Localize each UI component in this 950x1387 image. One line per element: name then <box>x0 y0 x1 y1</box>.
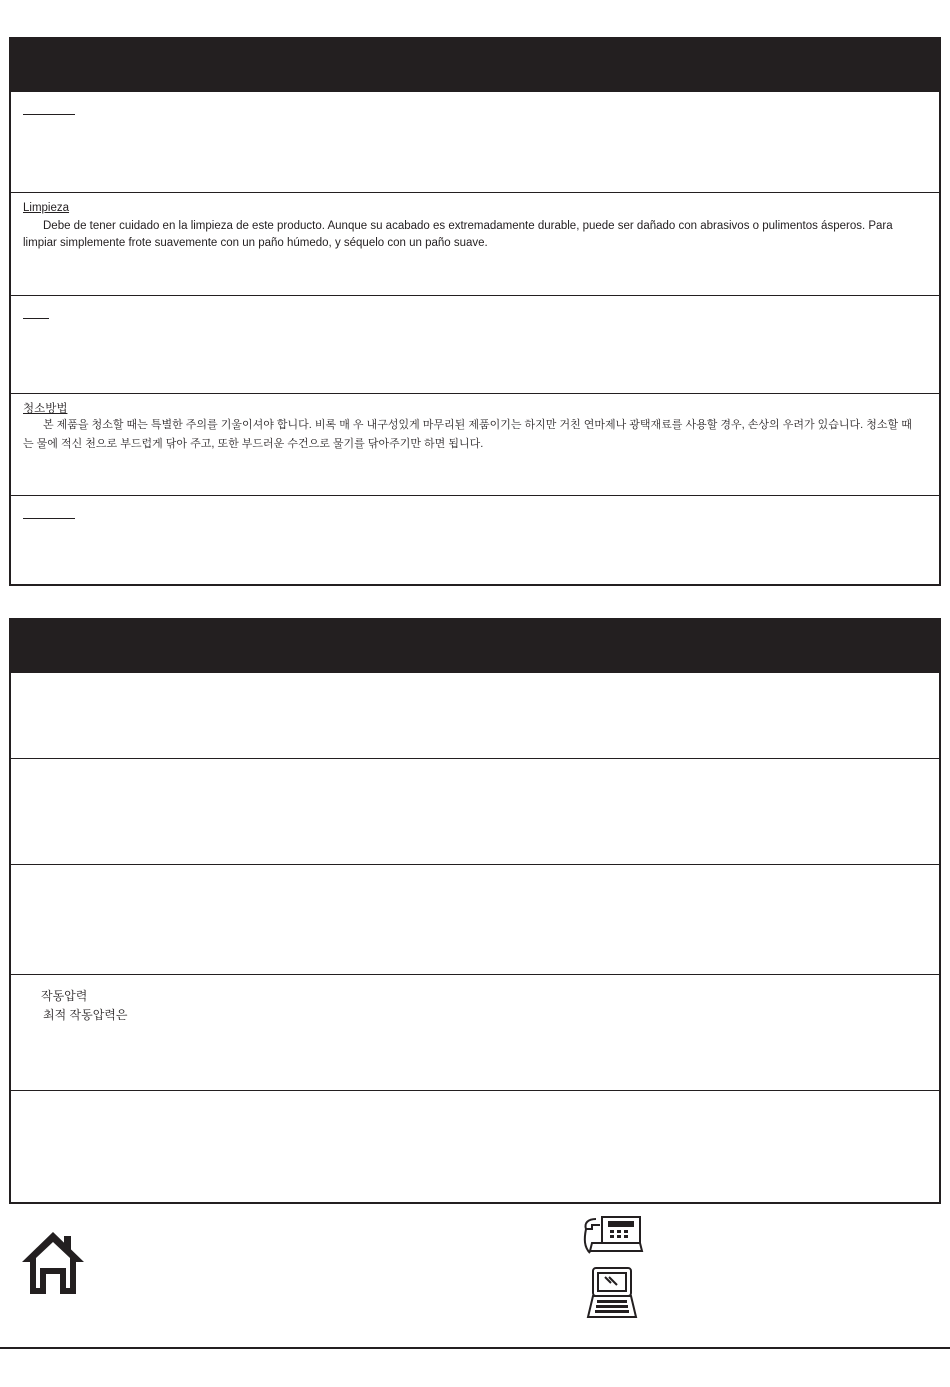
blank-heading-underline <box>23 318 49 319</box>
operating-pressure-label: 작동압력 <box>41 989 88 1003</box>
care-row-1 <box>11 91 939 192</box>
specs-row-operating-pressure <box>11 974 939 1090</box>
operating-pressure-block <box>41 987 127 1025</box>
care-panel-header <box>11 39 939 91</box>
laptop-icon <box>585 1265 639 1321</box>
specs-row-3 <box>11 864 939 974</box>
section-heading-limpieza: Limpieza <box>23 202 70 214</box>
specs-row-1 <box>11 672 939 758</box>
care-row-5 <box>11 495 939 586</box>
specs-panel-header <box>11 620 939 672</box>
section-heading-korean-cleaning: 청소방법 <box>23 403 68 415</box>
operating-pressure-text: 최적 작동압력은 <box>43 1008 128 1022</box>
paragraph-korean-cleaning: 본 제품을 청소할 때는 특별한 주의를 기울이셔야 합니다. 비록 매 우 내구성있게 마무리된 제품이기는 하지만 거친 연마제나 광택재료를 사용할 경우, 손상의 우려가 있습니다. 청소할 때는 물에 적신 천으로 부드럽게 닦아 주고, 또한 부드러운 수건으로 물기를 닦아주기만 하면 됩니다. <box>23 419 912 450</box>
blank-heading-underline <box>23 518 75 519</box>
specs-row-5 <box>11 1090 939 1202</box>
care-row-korean <box>11 393 939 495</box>
care-panel <box>9 37 941 586</box>
footer-rule <box>0 1347 950 1349</box>
telephone-icon <box>578 1213 646 1257</box>
specs-panel <box>9 618 941 1204</box>
home-icon <box>20 1230 86 1296</box>
blank-heading-underline <box>23 114 75 115</box>
paragraph-limpieza: Debe de tener cuidado en la limpieza de este producto. Aunque su acabado es extremadamente durable, puede ser dañado con abrasivos o pulimentos ásperos. Para limpiar simplemente frote suavemente con un paño húmedo, y séquelo con un paño suave. <box>23 220 893 249</box>
care-row-spanish <box>11 192 939 295</box>
care-row-3 <box>11 295 939 393</box>
specs-row-2 <box>11 758 939 864</box>
